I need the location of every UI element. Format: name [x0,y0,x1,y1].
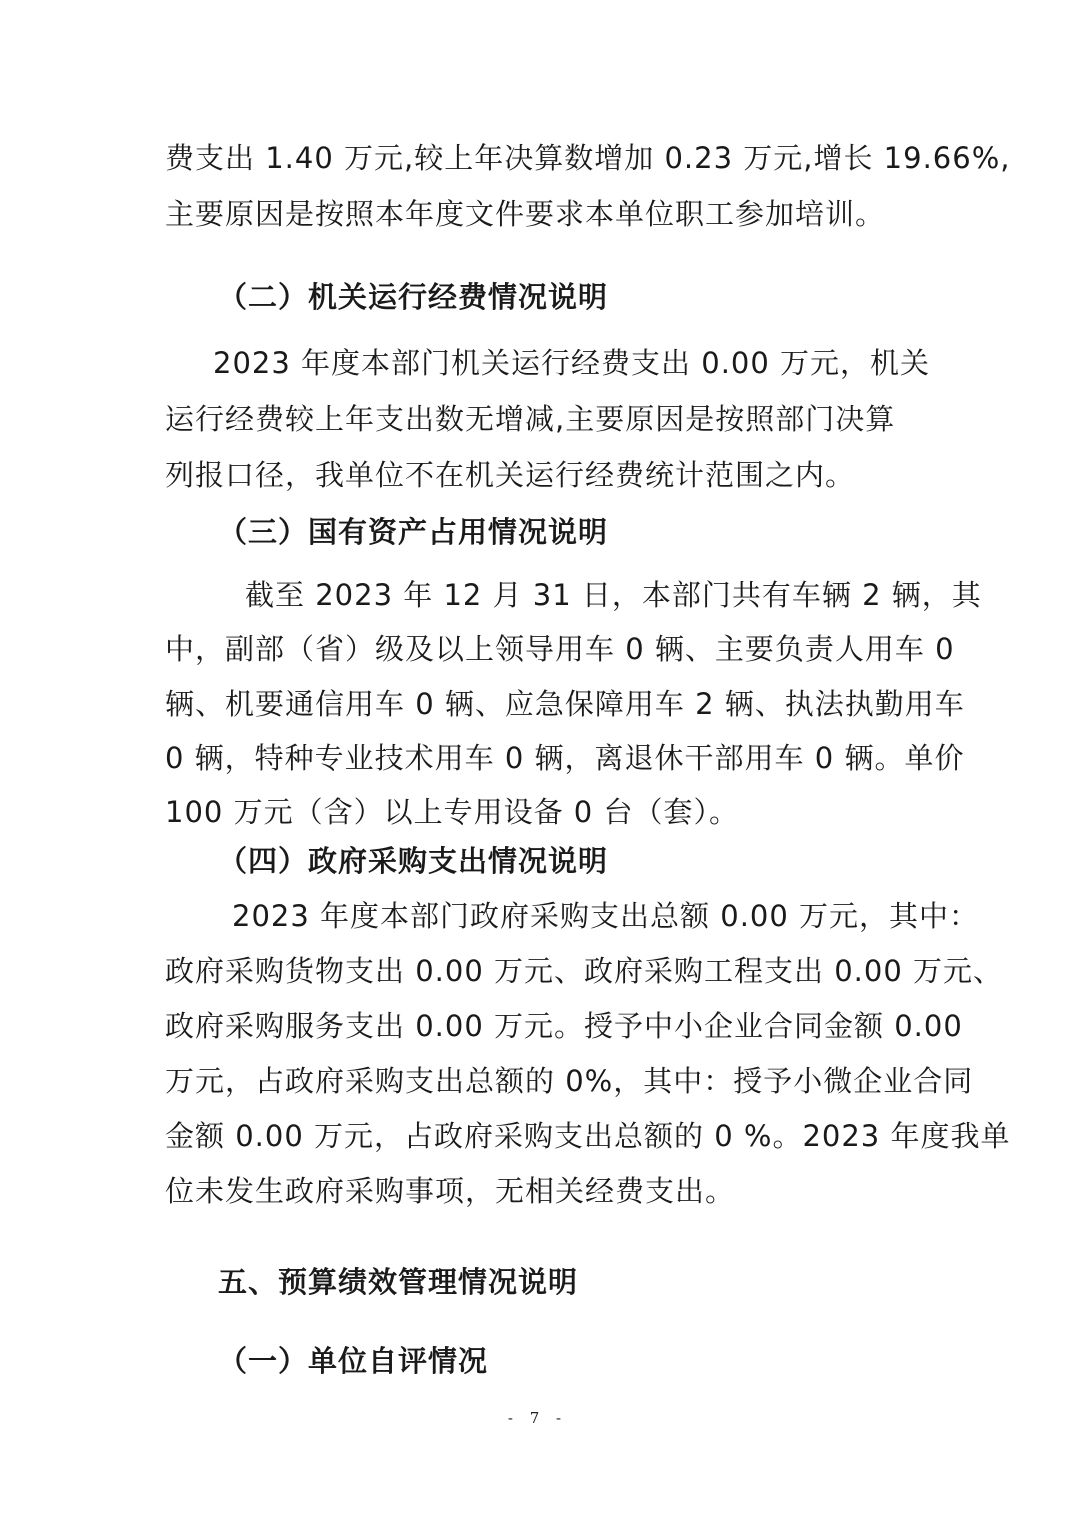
section-heading: （三）国有资产占用情况说明 [218,515,609,549]
paragraph-line: 辆、机要通信用车 0 辆、应急保障用车 2 辆、执法执勤用车 [165,687,965,721]
page-number: - 7 - [507,1409,568,1427]
paragraph-line: 2023 年度本部门机关运行经费支出 0.00 万元，机关 [213,346,931,380]
paragraph-line: 主要原因是按照本年度文件要求本单位职工参加培训。 [165,197,886,231]
chapter-heading: 五、预算绩效管理情况说明 [218,1265,579,1299]
section-heading: （四）政府采购支出情况说明 [218,844,609,878]
paragraph-line: 2023 年度本部门政府采购支出总额 0.00 万元，其中： [232,899,980,933]
paragraph-line: 位未发生政府采购事项，无相关经费支出。 [165,1174,736,1208]
section-heading: （二）机关运行经费情况说明 [218,280,609,314]
paragraph-line: 金额 0.00 万元，占政府采购支出总额的 0 %。2023 年度我单 [165,1119,1011,1153]
paragraph-line: 政府采购货物支出 0.00 万元、政府采购工程支出 0.00 万元、 [165,954,1004,988]
paragraph-line: 费支出 1.40 万元,较上年决算数增加 0.23 万元,增长 19.66%, [165,141,1011,175]
paragraph-line: 中，副部（省）级及以上领导用车 0 辆、主要负责人用车 0 [165,632,955,666]
section-heading: （一）单位自评情况 [218,1344,489,1378]
paragraph-line: 截至 2023 年 12 月 31 日，本部门共有车辆 2 辆，其 [245,578,982,612]
paragraph-line: 万元，占政府采购支出总额的 0%，其中：授予小微企业合同 [165,1064,974,1098]
paragraph-line: 100 万元（含）以上专用设备 0 台（套）。 [165,795,739,829]
paragraph-line: 政府采购服务支出 0.00 万元。授予中小企业合同金额 0.00 [165,1009,963,1043]
paragraph-line: 运行经费较上年支出数无增减,主要原因是按照部门决算 [165,402,896,436]
paragraph-line: 0 辆，特种专业技术用车 0 辆，离退休干部用车 0 辆。单价 [165,741,965,775]
paragraph-line: 列报口径，我单位不在机关运行经费统计范围之内。 [165,458,856,492]
